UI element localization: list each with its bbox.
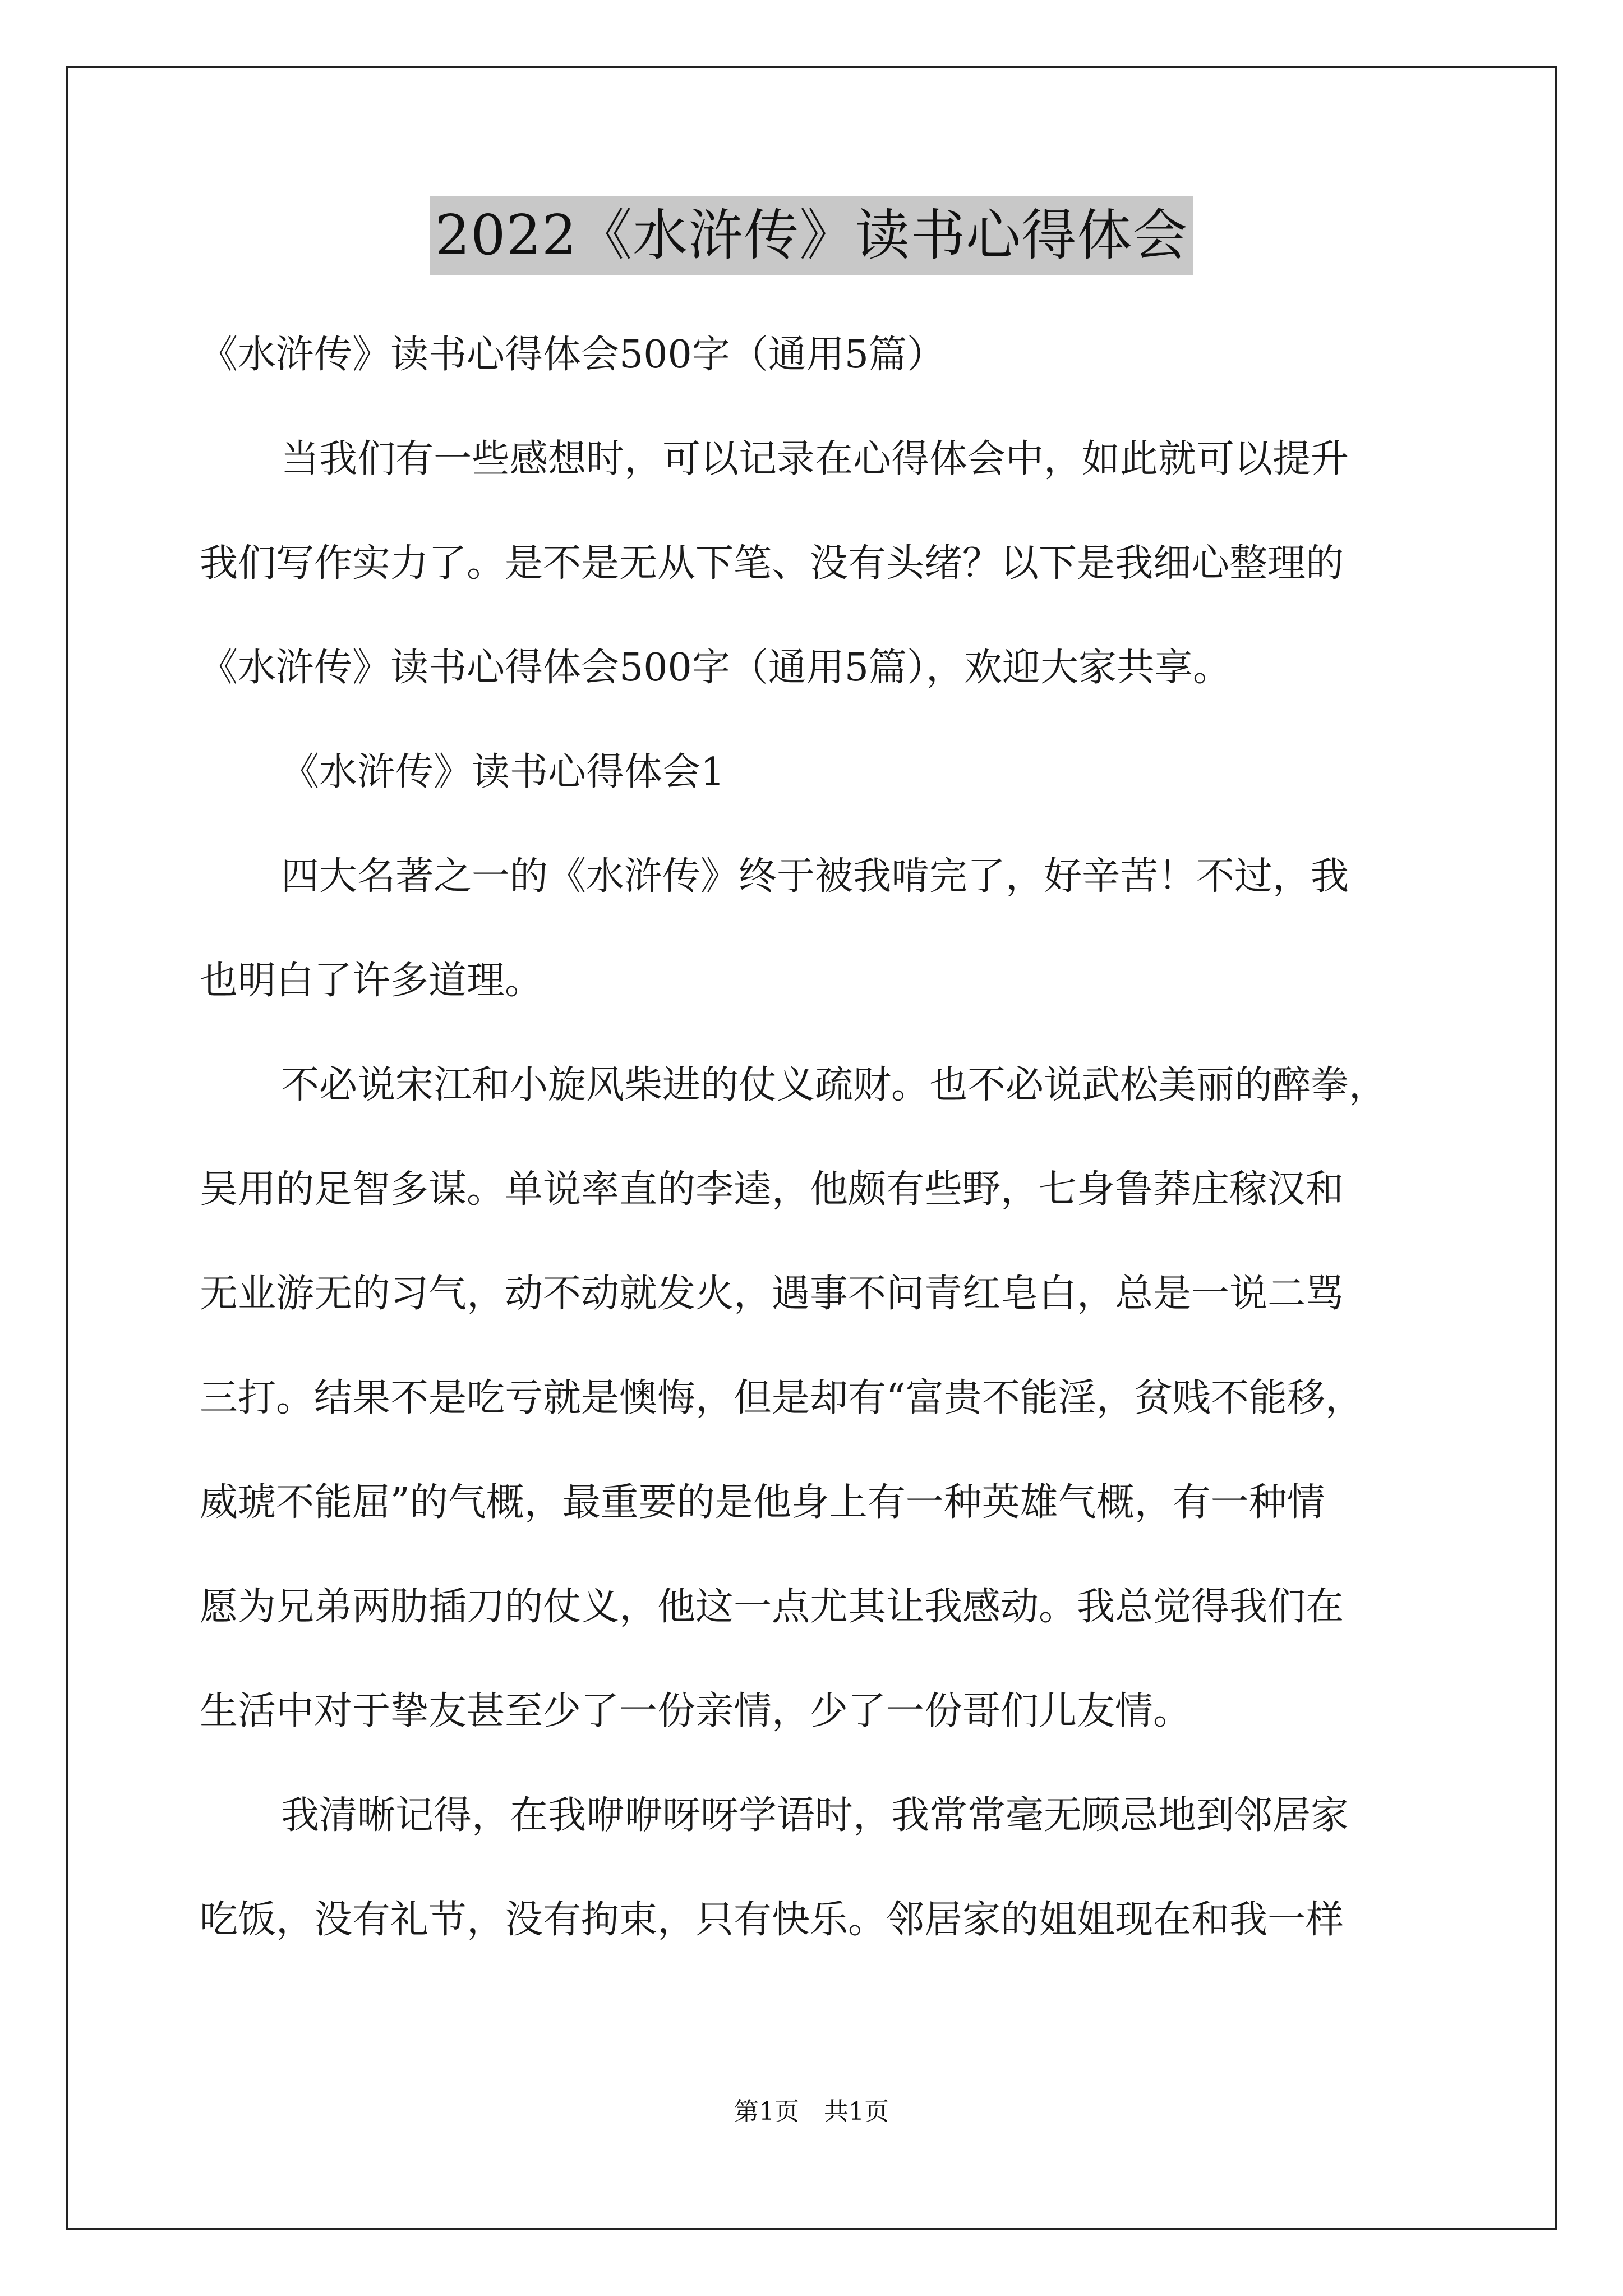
paragraph-line: 威琥不能屈”的气概，最重要的是他身上有一种英雄气概，有一种情 [200, 1480, 1325, 1525]
document-title: 2022《水浒传》读书心得体会 [430, 196, 1193, 275]
paragraph-line: 无业游无的习气，动不动就发火，遇事不问青红皂白，总是一说二骂 [200, 1272, 1344, 1316]
paragraph-line: 我们写作实力了。是不是无从下笔、没有头绪？以下是我细心整理的 [200, 541, 1344, 586]
paragraph-line: 我清晰记得，在我咿咿呀呀学语时，我常常毫无顾忌地到邻居家 [281, 1793, 1349, 1838]
paragraph-line: 当我们有一些感想时，可以记录在心得体会中，如此就可以提升 [281, 437, 1349, 481]
paragraph-line: 四大名著之一的《水浒传》终于被我啃完了，好辛苦！不过，我 [281, 854, 1349, 899]
title-container [0, 196, 1623, 275]
paragraph-line: 不必说宋江和小旋风柴进的仗义疏财。也不必说武松美丽的醉拳， [281, 1063, 1387, 1107]
section-heading: 《水浒传》读书心得体会1 [281, 750, 725, 794]
paragraph-line: 愿为兄弟两肋插刀的仗义，他这一点尤其让我感动。我总觉得我们在 [200, 1585, 1344, 1629]
page-footer: 第1页 共1页 [734, 2097, 889, 2126]
paragraph-line: 也明白了许多道理。 [200, 959, 543, 1003]
subtitle-line: 《水浒传》读书心得体会500字（通用5篇） [200, 333, 946, 377]
paragraph-line: 三打。结果不是吃亏就是懊悔，但是却有“富贵不能淫，贫贱不能移， [200, 1376, 1363, 1420]
paragraph-line: 吴用的足智多谋。单说率直的李逵，他颇有些野，七身鲁莽庄稼汉和 [200, 1167, 1344, 1212]
paragraph-line: 《水浒传》读书心得体会500字（通用5篇），欢迎大家共享。 [200, 646, 1232, 690]
document-body [200, 303, 1433, 1972]
paragraph-line: 生活中对于挚友甚至少了一份亲情，少了一份哥们儿友情。 [200, 1689, 1192, 1733]
paragraph-line: 吃饭，没有礼节，没有拘束，只有快乐。邻居家的姐姐现在和我一样 [200, 1898, 1344, 1942]
